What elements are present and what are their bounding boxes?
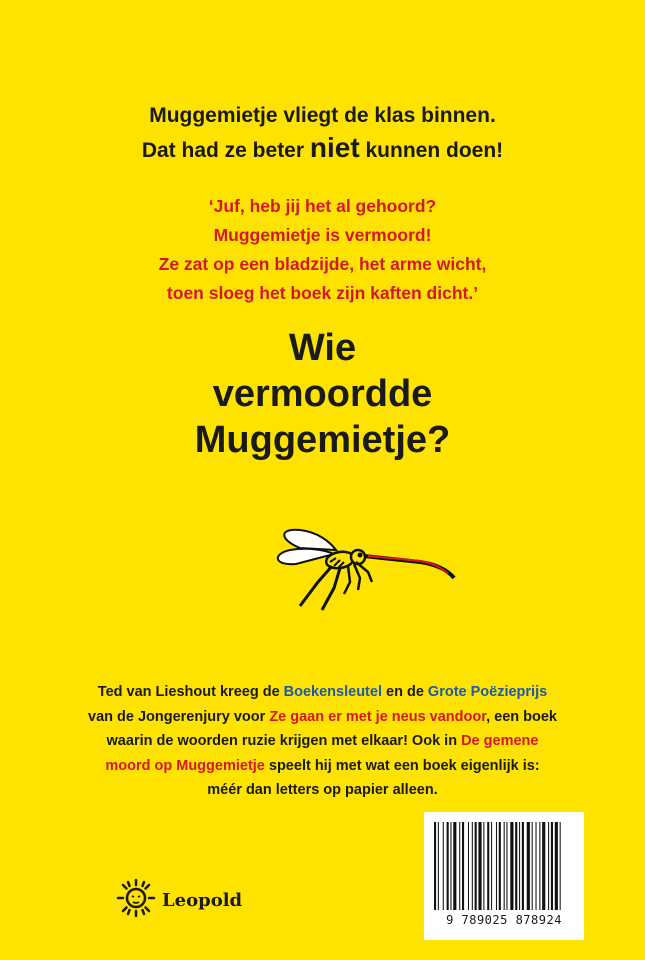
poem-line: ‘Juf, heb jij het al gehoord? [208,196,437,216]
barcode-bar [472,822,473,910]
barcode-bar [483,822,484,910]
poem [0,192,645,308]
book-title-ref: De gemene [461,733,539,749]
barcode-bar [438,822,439,910]
blurb-line: méér dan letters op papier alleen. [207,782,438,798]
poem-line: Muggemietje is vermoord! [213,225,432,245]
mosquito-icon [270,520,460,615]
barcode-bar [510,822,513,910]
barcode-bar [504,822,505,910]
isbn-number: 9 789025 878924 [446,913,562,927]
blurb-line: van de Jongerenjury voor Ze gaan er met je neus vandoor, een boek [88,708,557,725]
intro-line-2: Dat had ze beter niet kunnen doen! [141,132,504,163]
barcode-bar [515,822,517,910]
blurb-line: moord op Muggemietje speelt hij met wat een boek eigenlijk is: [105,757,540,774]
barcode-bar [496,822,497,910]
book-blurb [0,680,645,803]
barcode-bar [532,822,533,910]
barcode-bar [522,822,524,910]
barcode-bar [475,822,477,910]
blurb-line: Ted van Lieshout kreeg de Boekensleutel en de Grote Poëzieprijs [97,684,548,700]
headline-line: Wie [288,327,357,369]
barcode-bar [548,822,549,910]
book-title-ref: Ze gaan er met je neus vandoor [269,708,487,725]
emphasis-niet: niet [309,132,360,163]
award-grote-poezieprijs: Grote Poëzieprijs [427,684,548,700]
barcode-bar [459,822,460,910]
barcode-bar [450,822,451,910]
barcode-bar [539,822,540,910]
barcode-bar [542,822,545,910]
barcode-bar [478,822,481,910]
barcode-bar [506,822,507,910]
barcode-bar [453,822,456,910]
book-title-ref: moord op Muggemietje [105,757,265,774]
barcode-bar [536,822,537,910]
barcode-bar [462,822,464,910]
poem-line: Ze zat op een bladzijde, het arme wicht, [158,254,487,274]
barcode-bar [499,822,501,910]
intro-line-1: Muggemietje vliegt de klas binnen. [149,104,496,127]
barcode-bar [551,822,553,910]
barcode-bar [519,822,520,910]
barcode-bar [555,822,558,910]
headline-line: vermoordde [212,373,433,415]
blurb-line: waarin de woorden ruzie krijgen met elkaar! Ook in De gemene [106,733,539,749]
award-boekensleutel: Boekensleutel [283,684,382,700]
intro-text [0,100,645,167]
publisher-name: Leopold [162,889,243,911]
barcode-bar [491,822,492,910]
barcode-bars [432,822,576,910]
barcode-bar [560,822,561,910]
poem-line: toen sloeg het boek zijn kaften dicht.’ [166,283,479,303]
barcode-bar [468,822,469,910]
headline-line: Muggemietje? [194,419,451,461]
lion-sun-logo-icon [116,878,156,923]
barcode-bar [527,822,530,910]
headline-question [0,325,645,463]
barcode-bar [487,822,489,910]
barcode-bar [434,822,436,910]
barcode-bar [443,822,444,910]
barcode [424,812,584,940]
publisher-logo [116,880,242,920]
barcode-bar [447,822,449,910]
